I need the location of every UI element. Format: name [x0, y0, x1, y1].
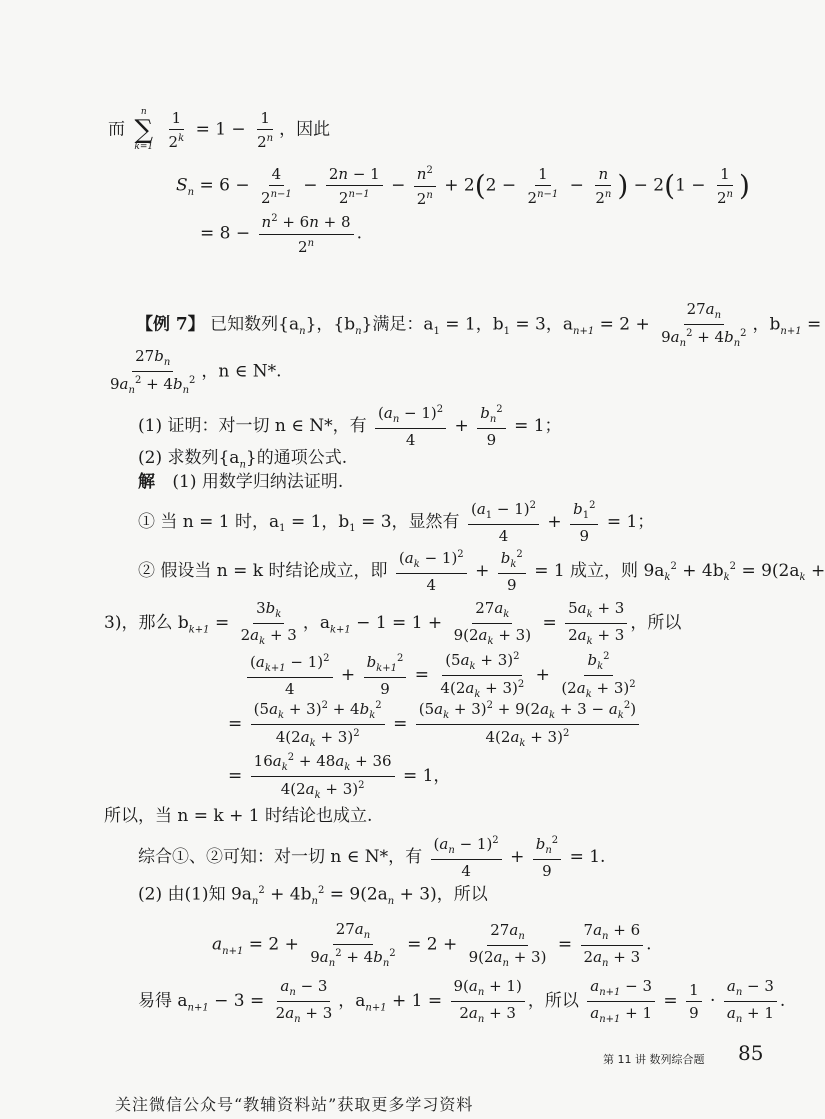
final-eq: $a_{n+1} = 2$ + $\frac{27a_n}{9a_n^2 + 4b_n^2}$ = 2 + $\frac{27a_n}{9(2a_n + 3)}$ = $\frac{7a_n + 6}{2a_n + 3}$ .: [212, 920, 652, 969]
fraction: $\frac{(5a_k + 3)^2}{4(2a_k + 3)^2}$: [440, 651, 525, 700]
fraction: $\frac{3b_k}{2a_k + 3}$: [240, 599, 297, 647]
text: }满足：a: [361, 314, 434, 335]
text: 所以，当 n = k + 1 时结论也成立.: [104, 806, 373, 826]
part-2-line: (2) 由(1)知 $9a_n^2 + 4b_n^2 = 9(2a_n + 3)$，所以: [138, 884, 488, 908]
text: = 1，b: [439, 314, 504, 335]
eq-block-1: $\frac{(a_{k+1} - 1)^2}{4}$ + $\frac{b_{k+1}^2}{9}$ = $\frac{(5a_k + 3)^2}{4(2a_k + 3)^2}$ + $\frac{b_k^2}{(2a_k + 3)^2}$: [244, 651, 642, 700]
easy-line: 易得 $a_{n+1} - 3$ = $\frac{a_n - 3}{2a_n + 3}$ ，$a_{n+1} + 1$ = $\frac{9(a_n + 1)}{2a_n + 3}$ ，所以 $\frac{a_{n+1} - 3}{a_{n+1} + 1}$ = $\frac{1}{9}$ · $\frac{a_n - 3}{a_n + 1}$ .: [138, 977, 786, 1025]
fraction: $\frac{1}{2^n}$: [716, 164, 733, 207]
fraction: $\frac{(a_{k+1} - 1)^2}{4}$: [247, 653, 333, 698]
fraction: $\frac{a_n - 3}{a_n + 1}$: [724, 978, 777, 1025]
fraction: $\frac{(a_1 - 1)^2}{4}$: [468, 500, 539, 545]
fraction: $\frac{a_n - 3}{2a_n + 3}$: [275, 977, 333, 1025]
fraction: $\frac{27a_n}{9(2a_n + 3)}$: [468, 920, 547, 969]
intro-word: 而: [108, 119, 125, 140]
result-line: = 8 − $\frac{n^2 + 6n + 8}{2^n}$ .: [200, 213, 362, 256]
example-label: 【例 7】: [136, 314, 205, 335]
text: =: [228, 766, 243, 786]
sn-label: S: [176, 175, 188, 196]
fraction: $\frac{7a_n + 6}{2a_n + 3}$: [581, 922, 644, 969]
example-line-2: [104, 348, 282, 396]
text: 易得 a: [138, 991, 188, 1011]
text: =: [209, 613, 230, 633]
solution-label: 解: [138, 472, 155, 492]
text: =: [537, 613, 557, 633]
lecture-label: 第 11 讲 数列综合题: [603, 1053, 705, 1066]
text: = 1，b: [285, 511, 350, 532]
fraction: $\frac{2n - 1}{2^{n-1}}$: [326, 166, 383, 207]
eq-block-3: [228, 752, 450, 801]
text: =: [801, 314, 822, 335]
text: = 9(2a: [324, 884, 388, 905]
sum-expr: = 1 −: [195, 119, 246, 140]
fraction: $\frac{1}{2^{n-1}}$: [527, 164, 559, 207]
text: − 3 =: [208, 991, 265, 1011]
text: ，n ∈ N*.: [201, 361, 282, 382]
text: = 2 +: [594, 314, 650, 335]
text: + 1 =: [386, 991, 443, 1011]
fraction: $\frac{(a_n - 1)^2}{4}$: [375, 404, 446, 449]
fraction: $\frac{1}{9}$: [686, 982, 702, 1022]
step-2-cont: 3)，那么 $b_{k+1}$ = $\frac{3b_k}{2a_k + 3}$ ，$a_{k+1} - 1 = 1$ + $\frac{27a_k}{9(2a_k + 3)}$ = $\frac{5a_k + 3}{2a_k + 3}$ ，所以: [104, 599, 682, 647]
conclusion-line: [104, 808, 372, 825]
text: ，b: [752, 314, 781, 335]
fraction: $\frac{27a_k}{9(2a_k + 3)}$: [453, 599, 532, 647]
page-number: 85: [738, 1041, 764, 1065]
text: = 3，显然有: [355, 511, 460, 532]
text: =: [393, 714, 408, 734]
fraction: $\frac{1}{2^k}$: [168, 108, 185, 151]
fraction: $\frac{5a_k + 3}{2a_k + 3}$: [565, 600, 627, 647]
expr-part: −: [391, 175, 406, 196]
fraction: $\frac{27a_n}{9a_n^2 + 4b_n^2}$: [310, 920, 396, 969]
sn-line: $S_n = 6$ − $\frac{4}{2^{n-1}}$ − $\frac{2n - 1}{2^{n-1}}$ − $\frac{n^2}{2^n}$ + 2(2 − $\frac{1}{2^{n-1}}$ − $\frac{n}{2^n}$ ) − 2(1 − $\frac{1}{2^n}$ ): [176, 164, 750, 208]
text: ，所以: [630, 613, 682, 633]
text: ① 当 n = 1 时，a: [138, 511, 280, 532]
fraction: $\frac{b_1^2}{9}$: [570, 500, 598, 545]
text: = 1 成立，则 9a: [534, 560, 665, 581]
watermark-text: 关注微信公众号“教辅资料站”获取更多学习资料: [115, 1095, 474, 1114]
step-2: ② 假设当 n = k 时结论成立，即 $\frac{(a_k - 1)^2}{4}$ + $\frac{b_k^2}{9}$ = 1 成立，则 $9a_k^2 + 4b_k^2 = 9(2a_k$ +: [138, 549, 825, 594]
expr-part: −: [303, 175, 318, 196]
fraction: $\frac{9(a_n + 1)}{2a_n + 3}$: [451, 978, 525, 1025]
example-line-1: 【例 7】 已知数列$\{a_n\}$，$\{b_n\}$满足：$a_1 = 1$，$b_1 = 3$，$a_{n+1} = 2$ + $\frac{27a_n}{9a_n^2 + 4b_n^2}$ ，$b_{n+1}$ =: [136, 300, 822, 349]
text: ，a: [338, 991, 366, 1011]
text: (2) 求数列{a: [138, 448, 240, 468]
text: ，所以: [527, 991, 579, 1011]
text: + 3)，所以: [394, 884, 488, 905]
fraction: $\frac{(a_n - 1)^2}{4}$: [431, 835, 502, 880]
text: = 1；: [606, 511, 655, 532]
text: ，a: [302, 613, 330, 633]
text: = 1，: [402, 766, 451, 786]
fraction: $\frac{n^2 + 6n + 8}{2^n}$: [259, 213, 354, 255]
text: = 9(2a: [736, 560, 800, 581]
eq-block-2: [228, 700, 642, 749]
fraction: $\frac{16a_k^2 + 48a_k + 36}{4(2a_k + 3)^2}$: [251, 752, 395, 801]
expr-part: = 6 −: [199, 175, 250, 196]
sum-line: [108, 108, 330, 152]
expr-part: − 2: [633, 175, 665, 196]
solution-line: [138, 474, 343, 491]
text: 综合①、②可知：对一切 n ∈ N*，有: [138, 846, 423, 867]
text: = 3，a: [509, 314, 573, 335]
fraction: $\frac{4}{2^{n-1}}$: [261, 164, 292, 207]
text: 3)，那么 b: [104, 613, 189, 633]
expr-part: = 8 −: [200, 223, 251, 244]
fraction: $\frac{b_{k+1}^2}{9}$: [364, 653, 407, 698]
fraction: $\frac{b_k^2}{(2a_k + 3)^2}$: [561, 651, 636, 700]
text: (1) 证明：对一切 n ∈ N*，有: [138, 415, 367, 436]
summary-line: 综合①、②可知：对一切 n ∈ N*，有 $\frac{(a_n - 1)^2}{4}$ + $\frac{b_n^2}{9}$ = 1.: [138, 835, 606, 880]
fraction: $\frac{n^2}{2^n}$: [414, 165, 436, 207]
fraction: $\frac{(5a_k + 3)^2 + 9(2a_k + 3 - a_k^2)}{4(2a_k + 3)^2}$: [416, 700, 639, 749]
fraction: $\frac{n}{2^n}$: [595, 164, 612, 207]
fraction: $\frac{b_n^2}{9}$: [477, 404, 505, 449]
text: }，{b: [305, 314, 356, 335]
expr-part: + 2: [444, 175, 475, 196]
text: }的通项公式.: [245, 448, 348, 468]
fraction: $\frac{1}{2^n}$: [257, 108, 274, 151]
text: − 1 = 1 +: [350, 613, 443, 633]
summation-symbol: n ∑ k=1: [134, 107, 154, 152]
text: (2) 由(1)知 9a: [138, 884, 252, 905]
question-2: (2) 求数列$\{a_n\}$的通项公式.: [138, 448, 348, 471]
text: =: [414, 665, 430, 685]
fraction: $\frac{b_n^2}{9}$: [533, 835, 561, 880]
text: 已知数列{a: [210, 314, 300, 335]
fraction: $\frac{a_{n+1} - 3}{a_{n+1} + 1}$: [587, 978, 655, 1025]
fraction: $\frac{(5a_k + 3)^2 + 4b_k^2}{4(2a_k + 3)^2}$: [251, 700, 385, 749]
text: +: [805, 560, 825, 581]
text: + 4b: [264, 884, 312, 905]
fraction: $\frac{b_k^2}{9}$: [498, 549, 526, 594]
text: = 1；: [514, 415, 562, 436]
text: .: [779, 991, 786, 1011]
fraction: $\frac{27b_n}{9a_n^2 + 4b_n^2}$: [110, 347, 196, 396]
question-1: (1) 证明：对一切 n ∈ N*，有 $\frac{(a_n - 1)^2}{4}$ + $\frac{b_n^2}{9}$ = 1；: [138, 404, 562, 449]
intro-tail: ，因此: [279, 119, 331, 140]
text: = 1.: [569, 846, 606, 867]
fraction: $\frac{(a_k - 1)^2}{4}$: [396, 549, 467, 594]
fraction: $\frac{27a_n}{9a_n^2 + 4b_n^2}$: [661, 300, 747, 349]
text: (1) 用数学归纳法证明.: [172, 472, 344, 492]
text: .: [646, 934, 652, 955]
text: =: [228, 714, 243, 734]
text: ② 假设当 n = k 时结论成立，即: [138, 560, 388, 581]
text: + 4b: [676, 560, 724, 581]
step-1: ① 当 n = 1 时，$a_1 = 1$，$b_1 = 3$，显然有 $\frac{(a_1 - 1)^2}{4}$ + $\frac{b_1^2}{9}$ = 1；: [138, 500, 655, 545]
